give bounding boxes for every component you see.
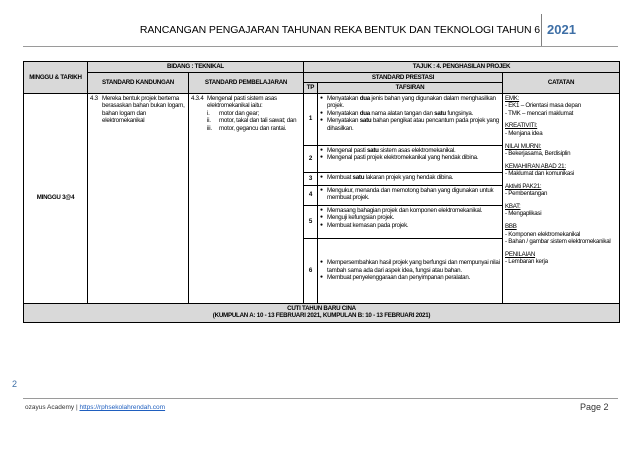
sp-item-number: ii. xyxy=(207,117,211,125)
catatan-line: - Komponen elektromekanikal xyxy=(505,230,581,238)
header-bidang: BIDANG : TEKNIKAL xyxy=(88,62,304,73)
catatan-heading: EMK: xyxy=(505,94,520,102)
tafsiran-item: ● Mempersembahkan hasil projek yang berfungsi dan mempunyai nilai tambah sama ada dari aspek idea, fungsi atau bahan. xyxy=(327,259,500,274)
tp-level: 4 xyxy=(304,185,318,205)
sk-text: Mereka bentuk projek bertema berasaskan bahan bukan logam, bahan logam dan elektromekanikal xyxy=(102,94,185,125)
tafsiran-item: ● Mengenal pasti projek elektromekanikal yang hendak dibina. xyxy=(327,154,500,162)
document-year: 2021 xyxy=(547,22,576,37)
catatan-heading: NILAI MURNI: xyxy=(505,142,542,150)
catatan-heading: KEMAHIRAN ABAD 21: xyxy=(505,162,566,170)
header-rule xyxy=(23,46,618,47)
catatan-line: - Pembentangan xyxy=(505,190,548,198)
header-tajuk: TAJUK : 4. PENGHASILAN PROJEK xyxy=(304,62,620,73)
catatan-line: - Bekerjasama, Berdisiplin xyxy=(505,150,571,158)
catatan-line: - EK1 – Orientasi masa depan xyxy=(505,102,581,110)
standard-pembelajaran-cell xyxy=(189,93,304,303)
tafsiran-item: ● Membuat kemasan pada projek. xyxy=(327,222,500,230)
tafsiran-cell xyxy=(318,238,503,303)
tafsiran-item: ● Membuat satu lakaran projek yang hendak dibina. xyxy=(327,174,500,182)
footer-source xyxy=(25,404,165,411)
tafsiran-item: ● Mengenal pasti satu sistem asas elektromekanikal. xyxy=(327,147,500,155)
footer-link[interactable]: https://rphsekolahrendah.com xyxy=(79,404,166,411)
holiday-dates: (KUMPULAN A: 10 - 13 FEBRUARI 2021, KUMPULAN B: 10 - 13 FEBRUARI 2021) xyxy=(212,312,431,320)
tafsiran-item: ● Menyatakan dua nama alatan tangan dan satu fungsinya. xyxy=(327,110,500,118)
tafsiran-item: ● Menyatakan dua jenis bahan yang digunakan dalam menghasilkan projek. xyxy=(327,95,500,110)
footer-page: Page 2 xyxy=(580,402,609,412)
holiday-title: CUTI TAHUN BARU CINA xyxy=(287,304,356,312)
sk-number: 4.3 xyxy=(90,94,98,102)
catatan-heading: KREATIVITI: xyxy=(505,122,538,130)
catatan-line: - Lembaran kerja xyxy=(505,258,548,266)
catatan-heading: Aktiviti PAK21: xyxy=(505,182,542,190)
tp-level: 5 xyxy=(304,205,318,238)
catatan-heading: KBAT: xyxy=(505,202,521,210)
tafsiran-item: ● Menguji kefungsian projek. xyxy=(327,214,500,222)
tafsiran-cell xyxy=(318,185,503,205)
tp-level: 3 xyxy=(304,172,318,185)
catatan-heading: BBB xyxy=(505,223,517,230)
header-separator xyxy=(541,14,542,46)
catatan-line: - Bahan / gambar sistem elektromekanikal xyxy=(505,238,611,246)
tp-level: 2 xyxy=(304,145,318,172)
tafsiran-cell xyxy=(318,93,503,145)
sp-number: 4.3.4 xyxy=(191,94,204,102)
minggu-cell: MINGGU 3@4 xyxy=(24,93,88,303)
catatan-heading: PENILAIAN xyxy=(505,250,536,258)
catatan-line: - Menjana idea xyxy=(505,129,543,137)
sp-item-text: motor, gegancu dan rantai. xyxy=(219,124,287,132)
tafsiran-cell xyxy=(318,205,503,238)
header-tp: TP xyxy=(304,83,318,94)
header-minggu: MINGGU & TARIKH xyxy=(24,62,88,94)
sp-item-number: iii. xyxy=(207,124,212,132)
sp-item-text: motor dan gear; xyxy=(219,109,259,117)
header-standard-pembelajaran: STANDARD PEMBELAJARAN xyxy=(189,72,304,93)
holiday-row xyxy=(24,303,620,322)
header-catatan: CATATAN xyxy=(503,72,620,93)
header-standard-kandungan: STANDARD KANDUNGAN xyxy=(88,72,189,93)
catatan-line: - TMK – mencari maklumat xyxy=(505,109,574,117)
header-tafsiran: TAFSIRAN xyxy=(318,83,503,94)
tafsiran-item: ● Mengukur, menanda dan memotong bahan yang digunakan untuk membuat projek. xyxy=(327,187,500,202)
lesson-plan-table xyxy=(23,61,620,323)
catatan-line: - Maklumat dan komunikasi xyxy=(505,170,575,178)
tafsiran-item: ● Membuat penyelenggaraan dan penyimpanan peralatan. xyxy=(327,274,500,282)
tafsiran-cell xyxy=(318,172,503,185)
sp-item-number: i. xyxy=(207,109,210,117)
catatan-line: - Mengaplikasi xyxy=(505,210,542,218)
tafsiran-item: ● Menyatakan satu bahan pengikat atau pencantum pada projek yang dihasilkan. xyxy=(327,117,500,132)
sp-item-text: motor, takal dan tali sawat; dan xyxy=(219,117,297,125)
footer-rule xyxy=(23,398,618,399)
tp-level: 1 xyxy=(304,93,318,145)
tafsiran-item: ● Memasang bahagian projek dan komponen elektromekanikal. xyxy=(327,207,500,215)
standard-kandungan-cell xyxy=(88,93,189,303)
page-number-marker: 2 xyxy=(12,379,18,389)
document-title: RANCANGAN PENGAJARAN TAHUNAN REKA BENTUK DAN TEKNOLOGI TAHUN 6 xyxy=(139,24,540,36)
catatan-cell xyxy=(503,93,620,303)
tp-level: 6 xyxy=(304,238,318,303)
footer-org: ozayus Academy | xyxy=(25,404,78,411)
tafsiran-cell xyxy=(318,145,503,172)
sp-text: Mengenal pasti sistem asas elektromekanikal iaitu: xyxy=(207,94,277,110)
header-standard-prestasi: STANDARD PRESTASI xyxy=(304,72,503,83)
